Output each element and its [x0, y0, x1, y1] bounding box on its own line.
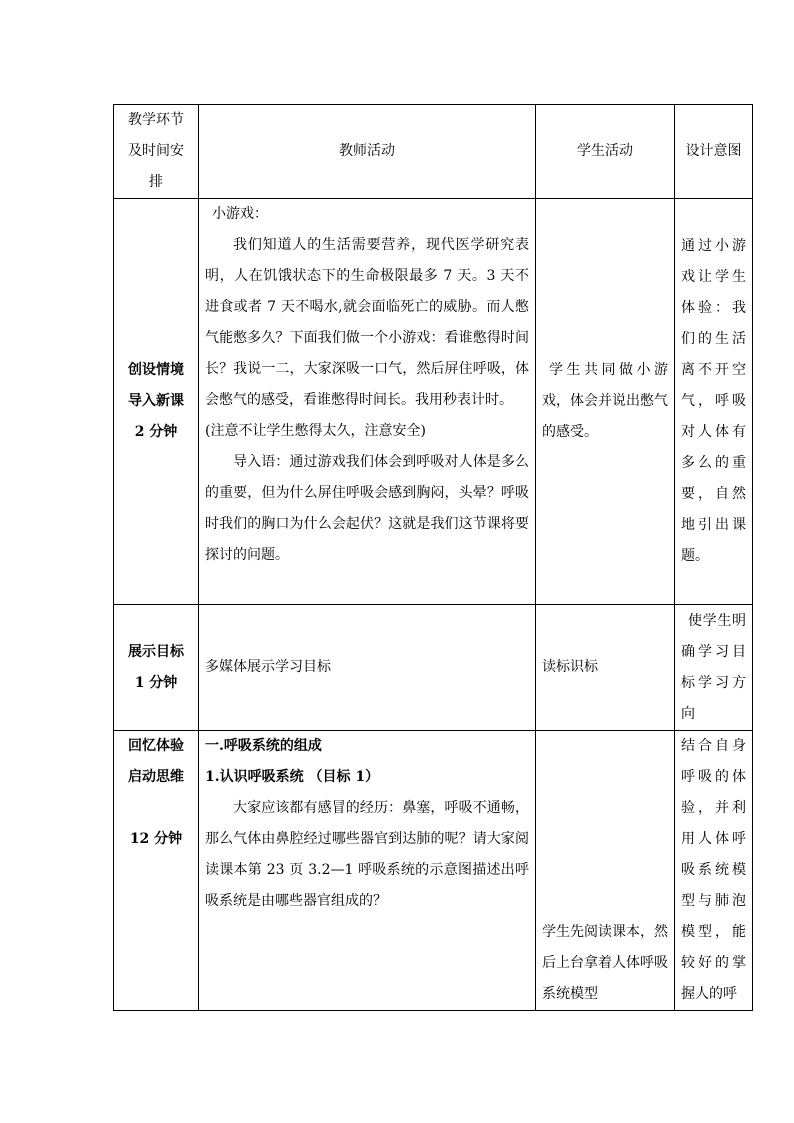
header-student-cell: 学生活动 [536, 105, 675, 199]
row-goals [114, 605, 753, 731]
goals-stage-line-1: 展示目标 [128, 643, 184, 660]
goals-stage-line-2: 1 分钟 [134, 674, 178, 691]
header-stage-line-1: 教学环节 [128, 112, 184, 128]
goals-stage-cell [114, 605, 199, 731]
intro-game-title: 小游戏： [212, 206, 268, 222]
goals-teacher-text: 多媒体展示学习目标 [205, 659, 331, 675]
goals-intent-text: 使学生明确学习目标学习方向 [681, 612, 746, 722]
intro-stage-line-1: 创设情境 [128, 362, 184, 378]
resp-stage-line-1: 回忆体验 [128, 738, 184, 754]
intro-teacher-cell [199, 199, 536, 605]
resp-stage-cell [114, 731, 199, 1011]
intro-stage-line-3: 2 分钟 [134, 424, 178, 440]
goals-teacher-cell [199, 605, 536, 731]
header-stage-line-2: 及时间安 [128, 143, 184, 159]
lesson-plan-table [113, 104, 753, 1011]
header-stage-cell [114, 105, 199, 199]
header-row [114, 105, 753, 199]
resp-teacher-cell [199, 731, 536, 1011]
intro-student-text: 学生共同做小游戏，体会并说出憋气的感受。 [542, 362, 668, 440]
resp-teacher-text: 大家应该都有感冒的经历：鼻塞，呼吸不通畅，那么气体由鼻腔经过哪些器官到达肺的呢？请大家阅读课本第 23 页 3.2—1 呼吸系统的示意图描述出呼吸系统是由哪些器官组成的？ [205, 800, 529, 909]
intro-intent-text: 通过小游戏让学生体验：我们的生活离不开空气，呼吸对人体有多么的重要，自然地引出课题。 [681, 238, 746, 564]
resp-heading-1: 一.呼吸系统的组成 [205, 738, 322, 754]
resp-intent-text: 结合自身呼吸的体验，并利用人体呼吸系统模型与肺泡模型，能较好的掌握人的呼 [681, 738, 746, 1002]
goals-student-text: 读标识标 [542, 659, 598, 675]
intro-stage-line-2: 导入新课 [128, 393, 184, 409]
resp-heading-2: 1.认识呼吸系统 （目标 1） [205, 769, 380, 785]
intro-intent-cell [675, 199, 753, 605]
resp-stage-line-2: 启动思维 [128, 769, 184, 785]
intro-lead-text: 导入语：通过游戏我们体会到呼吸对人体是多么的重要，但为什么屏住呼吸会感到胸闷，头晕？呼吸时我们的胸口为什么会起伏？这就是我们这节课将要探讨的问题。 [205, 454, 529, 563]
resp-stage-line-4: 12 分钟 [129, 831, 183, 847]
row-respiratory [114, 731, 753, 1011]
row-intro [114, 199, 753, 605]
intro-game-text: 我们知道人的生活需要营养，现代医学研究表明，人在饥饿状态下的生命极限最多 7 天。3 天不进食或者 7 天不喝水,就会面临死亡的威胁。而人憋气能憋多久？下面我们做一个小游戏：看谁憋得时间长？我说一二，大家深吸一口气，然后屏住呼吸，体会憋气的感受，看谁憋得时间长。我用秒表计时。 [205, 237, 529, 408]
header-stage-line-3: 排 [149, 174, 163, 190]
resp-stage-line-3 [114, 793, 198, 824]
intro-safety-note: (注意不让学生憋得太久，注意安全) [205, 423, 426, 439]
goals-intent-cell [675, 605, 753, 731]
resp-student-text: 学生先阅读课本，然后上台拿着人体呼吸系统模型 [542, 924, 668, 1002]
header-teacher-cell: 教师活动 [199, 105, 536, 199]
goals-student-cell [536, 605, 675, 731]
intro-student-cell [536, 199, 675, 605]
resp-intent-cell [675, 731, 753, 1011]
resp-student-cell [536, 731, 675, 1011]
header-intent-cell: 设计意图 [675, 105, 753, 199]
intro-stage-cell [114, 199, 199, 605]
